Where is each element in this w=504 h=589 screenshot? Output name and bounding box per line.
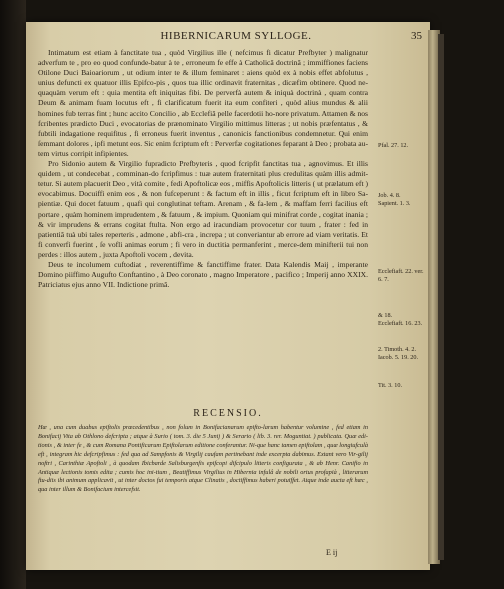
margin-note: Tit. 3. 10. — [378, 382, 403, 389]
book-cover-board — [0, 0, 26, 589]
margin-note-text: & 18. — [378, 312, 393, 319]
margin-note: 2. Timoth. 4. 2. Iacob. 5. 19. 20. — [378, 346, 419, 361]
binding-edge — [438, 34, 444, 560]
book-page — [26, 22, 430, 570]
margin-note-text: Ecclefiaft. 16. 23. — [378, 320, 423, 327]
margin-note — [378, 312, 428, 328]
section-heading: RECENSIO. — [193, 408, 263, 419]
margin-note: Pfal. 27. 12. — [378, 142, 409, 149]
margin-note-text: Sapient. 1. 3. — [378, 200, 411, 207]
margin-note-text: Job. 4. 8. — [378, 192, 401, 199]
margin-note — [378, 192, 428, 208]
margin-note: Ecclefiaft. 22. ver. 6. 7. — [378, 268, 424, 283]
paragraph-2: Pro Sidonio autem & Virgilio fupradicto Prefbyteris , quod fcripfit fanctitas tua , agnovimus. Et illis quidem , ut condecebat , comminan-do fcripfimus : tuæ autem fraternitati plus credulitas quàm illis admit-tetur. Si autem placuerit Deo , vità comite , fedi Apoftolicæ eos , miffis Apoftolicis litteris ( ut prælatum eft ) evocabimus. Docuiffi enim eos , & non fufceperunt : & factum eft in illis , ficut fcriptum eft in libro Sa-pientiæ. Qui docet fatuum , quafi qui conglutinat teftam. Arenam , & fa-lem , & maffam ferri facilius eft portare , quàm hominem imprudentem , & fatuum , & impium. Quoniam qui minifrat corde , cogitat inania ; & vir imprudens & errans cogitat ftulta. Non ergo ad iracundiam provocetur cor tuum , frater : fed in patientiâ tuà ubi tales reperteris , admone , abfi-cra , increpa ; ut converiantur ab errore ad viam veritatis. Et fi converfi fuerint , ſe vofli animas eorum ; fi vero in ductitia permanferint , merce-dem minifterii tui non perdes : illos autem , juxta Apoftoli vocem , devita. — [38, 159, 368, 259]
letter-body — [38, 48, 368, 290]
signature-mark: E ij — [326, 548, 338, 557]
page-number: 35 — [411, 30, 422, 42]
paragraph-3: Deus te incolumem cuftodiat , reverentiffime & fanctiffime frater. Data Kalendis Maij , imperante Domino piiffimo Augufto Conftantino , à Deo coronato , magno Imperatore , pacifico ; Imperij anno XXIX. Patriciatus ejus anno VII. Indictione primâ. — [38, 259, 368, 290]
paragraph-1: Intimatum est etiam à fanctitate tua , quòd Virgilius ille ( nefcimus fi dicatur Prefbyter ) malignatur adverfum te , pro eo quod confunde-batur à te , erroneum fe effe à Catholicâ doctrinâ ; immiffiones faciens Otilone Duci Baioariorum , ut odium inter te & illum feminaret : aiens quòd ex à nobis effet abfolutus , unius defuncti ex quatuor illis Epifco-pis , quos tua illic ordinavit fraternitas , dicæfim obtinere. Quod ne-quaquàm verum eft : quia mentita eft iniquitas fibi. De perverfà autem & iniquà doctrinà , quam contra Deum & animam fuam locutus eft , fi clarificatum fuerit ita eum confiteri , quòd alius mundus & alii homines fub terras fint ; hunc accito Concilio , ab Ecclefiâ pelle facerdotii ho-nore privatum. Attamen & nos fcribentes prædicto Duci , evocatorias de prænominato Virgilio mittimus litteras ; ut nobis præfentatus , & fubtili indagatione requifitus , fi erroneus fuerit inventus , canonicis fanctionibus condemnetur. Qui enim ſemmant dolores , ipfi metunt eos. Sic enim fcriptum eft : Perverfæ cogitationes feparant à Deo ; probata au-tem virtus corripit infipientes. — [38, 48, 368, 158]
recensio-notes: Hæ , una cum duabus epiftolis præcedentibus , non folum in Bonifacianarum epifto-larum habentur volumine , fed etiam in Bonifacij Vita ab Othlono defcripta ; atque à Surio ( tom. 3. die 5 Junij ) & Serario ( lib. 3. rer. Moguntiat. ) publicata. Quæ edi-tionis , & inter fe , & cum Romana Pontificarum Epiftolarum editione conferantur. Ni-que hanc tamen epiftolam , quæ longiufculà eft , integram hic defcripfimus : fed qua ad Sampfonis & Virgilij caufam pertinebant inde excerpta dabimus. Extant vero Vir-gilij noftri , Carinthiæ Apoftoli , à quodam Ibicbarde Salisburgenfis epifcopi difcipulo litteris configurata , & ab Henr. Canifio in Antiquæ lectionis tomis edita ; cumis hoc ini-tium , Beatiffimus Virgilius in Hibernia infulâ de nobili ortus profapià , litterarum ftu-diis ibi animum applicavit , ut inter doctos fui temporis atque Clinatis , doctiffimus haberi potuiffet. Atque inde aucta eft hæc , qua inter illum & Bonifacium intercefsit. — [38, 424, 368, 494]
running-head: HIBERNICARUM SYLLOGE. — [160, 30, 312, 42]
